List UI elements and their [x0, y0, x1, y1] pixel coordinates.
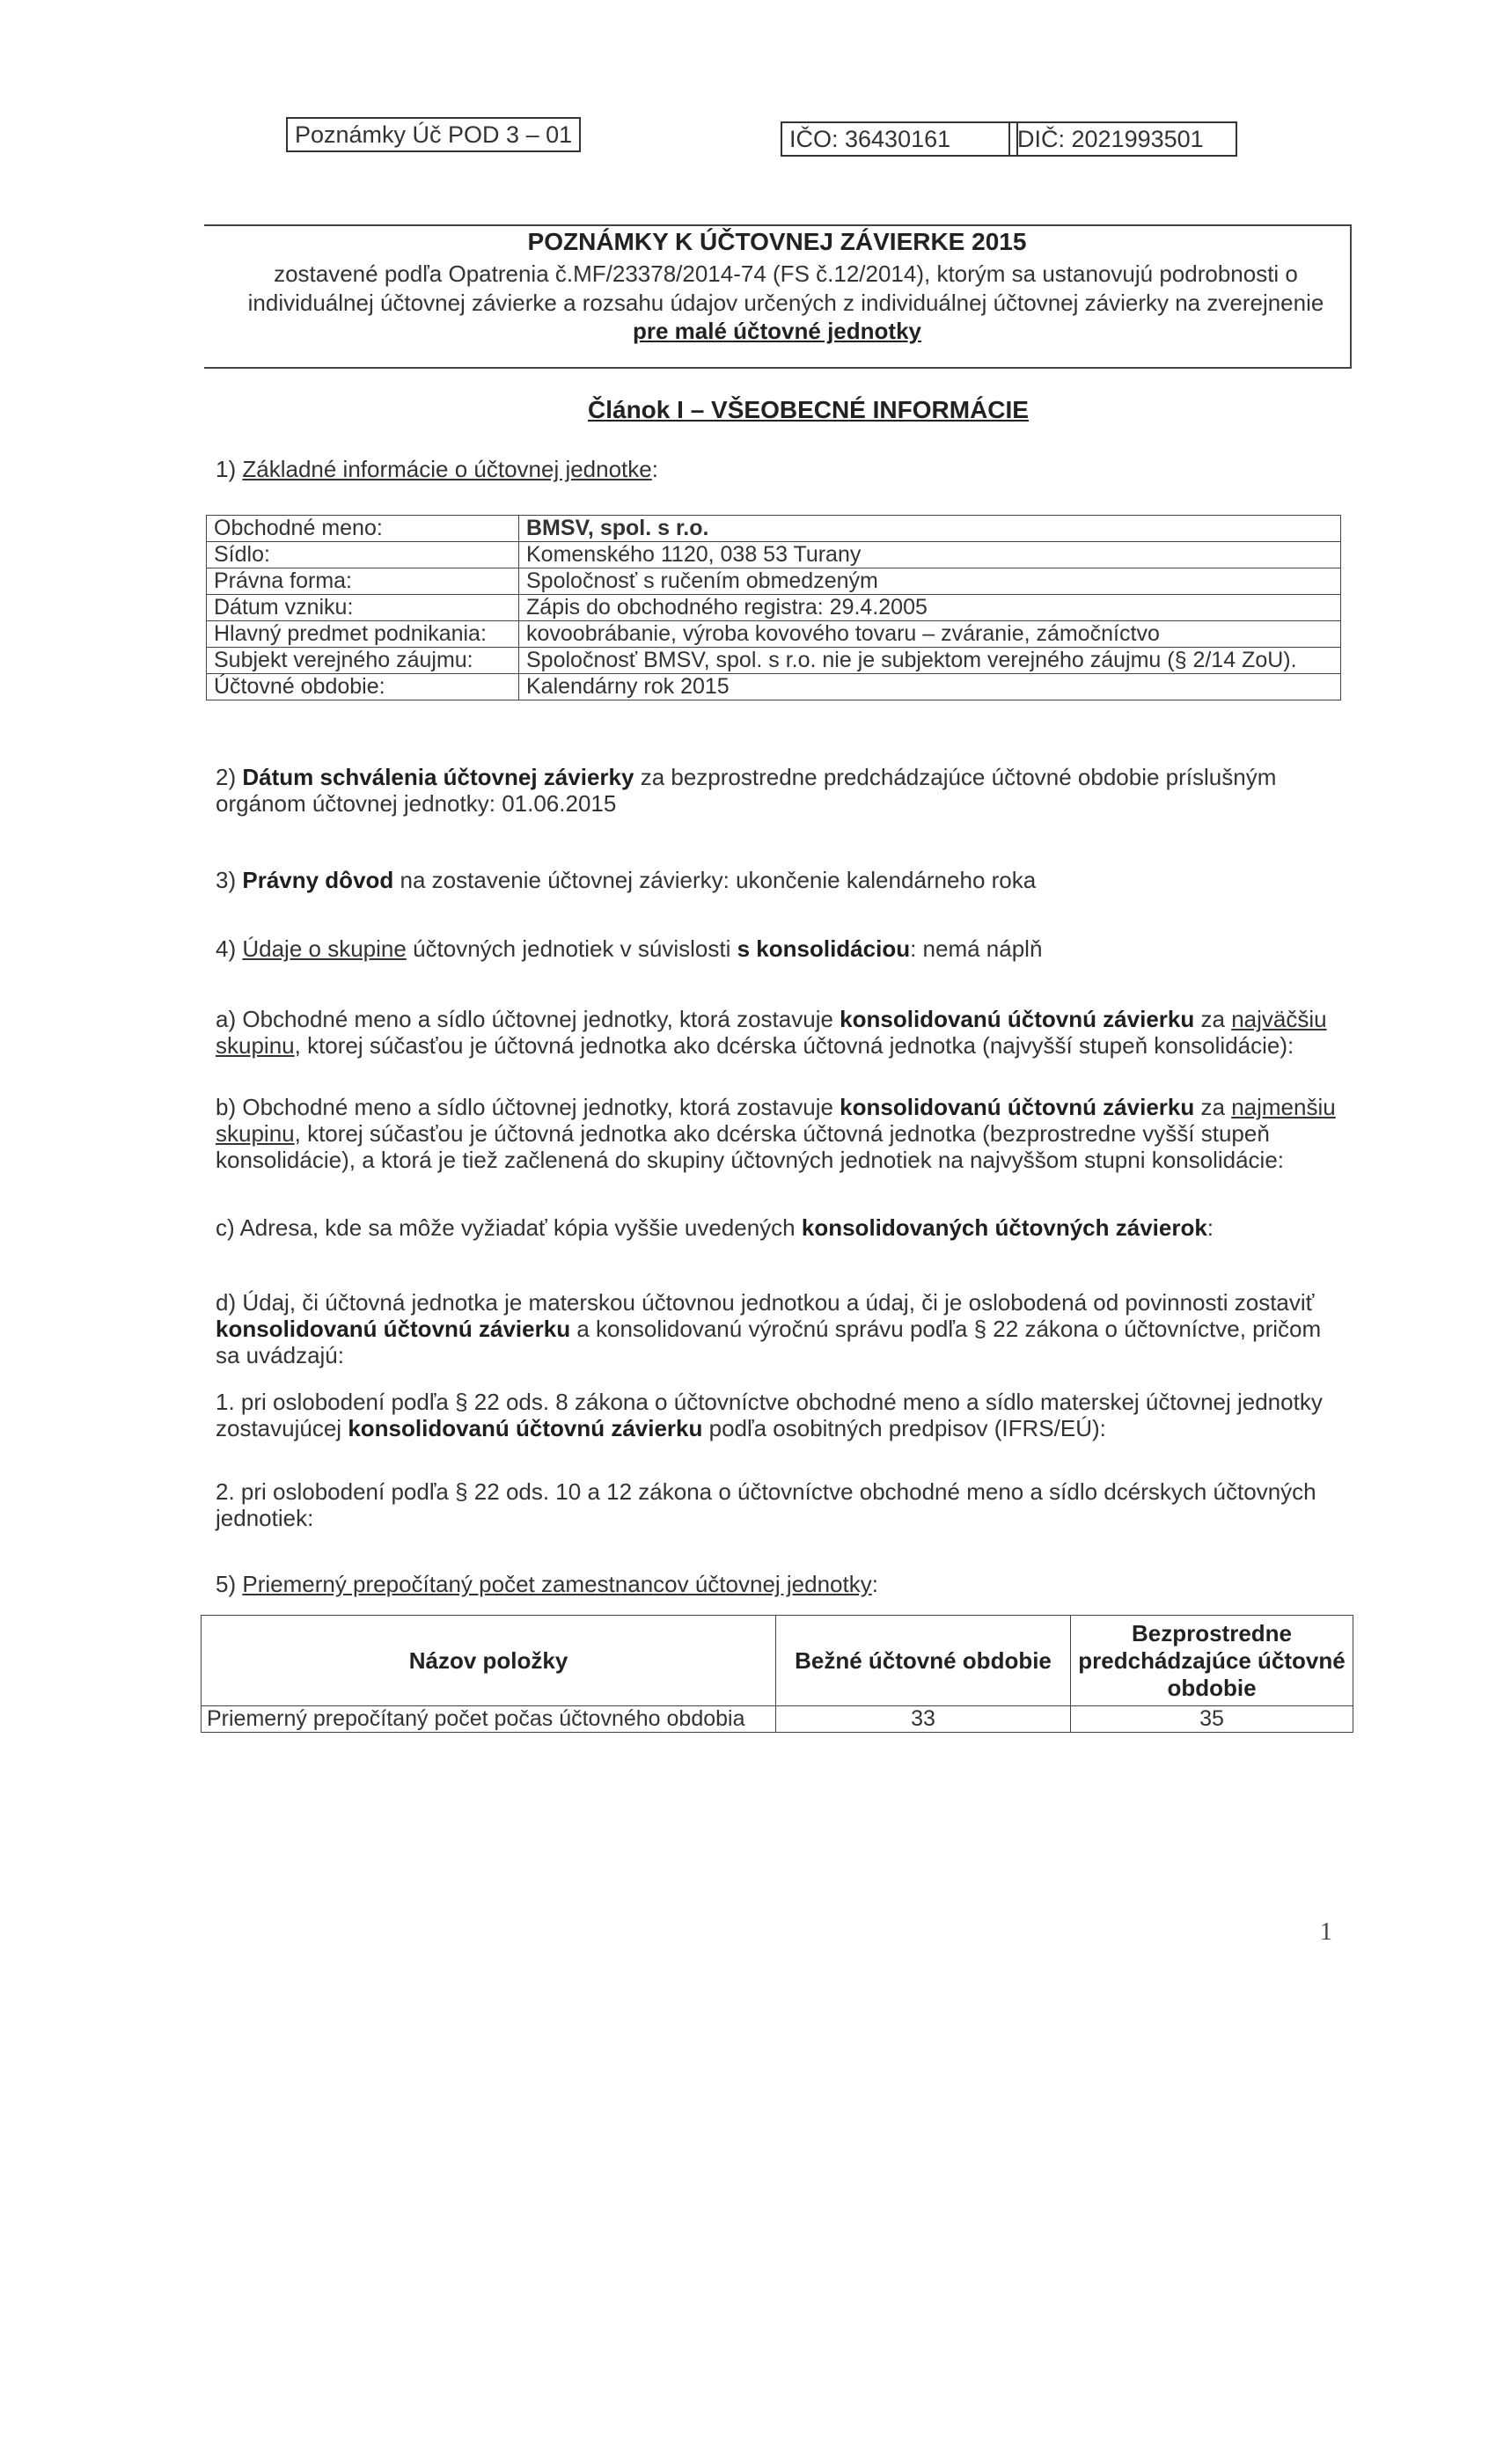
section1-label: Základné informácie o účtovnej jednotke [242, 456, 652, 482]
section2-text: za bezprostredne predchádzajúce účtovné obdobie príslušným orgánom účtovnej jednotky: 01.06.2015 [216, 764, 1277, 817]
table-header-row [202, 1616, 1353, 1706]
section4-a-mid: za [1200, 1006, 1225, 1032]
section5-heading [216, 1571, 1338, 1597]
info-label: Dátum vzniku: [207, 595, 519, 621]
info-label: Hlavný predmet podnikania: [207, 621, 519, 648]
section1-heading [216, 456, 1338, 482]
dic-box [1008, 121, 1237, 157]
section4-b-post: , ktorej súčasťou je účtovná jednotka ako dcérska účtovná jednotka (bezprostredne vyšší stupeň konsolidácie), a ktorá je tiež začlenená do skupiny účtovných jednotiek na najvyššom stupni konsolidácie: [216, 1120, 1285, 1173]
info-label: Subjekt verejného záujmu: [207, 648, 519, 674]
section5-label: Priemerný prepočítaný počet zamestnancov účtovnej jednotky [242, 1571, 872, 1597]
section4-underlined: Údaje o skupine [242, 935, 407, 962]
section4-c [216, 1214, 1338, 1241]
title-box [204, 224, 1352, 369]
employees-table [201, 1615, 1353, 1733]
section4-number: 4) [216, 935, 237, 962]
ico-value: IČO: 36430161 [789, 126, 951, 152]
dic-value: DIČ: 2021993501 [1017, 126, 1204, 152]
ico-box [781, 121, 1018, 157]
info-value: Zápis do obchodného registra: 29.4.2005 [519, 595, 1341, 621]
doc-code: Poznámky Úč POD 3 – 01 [295, 121, 573, 148]
table-row [207, 648, 1341, 674]
section4-d1 [216, 1389, 1338, 1441]
info-value: Komenského 1120, 038 53 Turany [519, 542, 1341, 568]
table-cell: 33 [776, 1706, 1071, 1733]
section5-number: 5) [216, 1571, 237, 1597]
section4-a-underlined: najväčšiu skupinu [216, 1006, 1327, 1059]
document-subtitle: zostavené podľa Opatrenia č.MF/23378/2014-74 (FS č.12/2014), ktorým sa ustanovujú podrobnosti o individuálnej účtovnej závierke a rozsahu údajov určených z individuálnej účtovnej závierky na zverejnenie [247, 260, 1324, 316]
section4-d2 [216, 1478, 1338, 1531]
page-number: 1 [1320, 1918, 1332, 1946]
table-row [202, 1706, 1353, 1733]
section3-number: 3) [216, 867, 237, 893]
section5-suffix: : [871, 1571, 878, 1597]
document-target: pre malé účtovné jednotky [633, 318, 921, 344]
section2-bold: Dátum schválenia účtovnej závierky [242, 764, 634, 790]
section4-b-underlined: najmenšiu skupinu [216, 1094, 1336, 1147]
table-cell: Priemerný prepočítaný počet počas účtovného obdobia [202, 1706, 776, 1733]
section4-d-post: a konsolidovanú výročnú správu podľa § 22 zákona o účtovníctve, pričom sa uvádzajú: [216, 1316, 1322, 1368]
info-label: Obchodné meno: [207, 516, 519, 542]
section4-d2-text: 2. pri oslobodení podľa § 22 ods. 10 a 12 zákona o účtovníctve obchodné meno a sídlo dcérskych účtovných jednotiek: [216, 1478, 1316, 1531]
section4-b-pre: b) Obchodné meno a sídlo účtovnej jednotky, ktorá zostavuje [216, 1094, 833, 1120]
section4-d-pre: d) Údaj, či účtovná jednotka je materskou účtovnou jednotkou a údaj, či je oslobodená od povinnosti zostaviť [216, 1289, 1315, 1316]
table-row [207, 595, 1341, 621]
column-header: Bežné účtovné obdobie [776, 1616, 1071, 1706]
section4-d1-pre: 1. pri oslobodení podľa § 22 ods. 8 zákona o účtovníctve obchodné meno a sídlo materskej účtovnej jednotky zostavujúcej [216, 1389, 1323, 1441]
table-cell: 35 [1071, 1706, 1353, 1733]
section4-bold: s konsolidáciou [737, 935, 911, 962]
company-info-table [206, 515, 1341, 700]
section2-paragraph [216, 764, 1338, 817]
document-title: POZNÁMKY K ÚČTOVNEJ ZÁVIERKE 2015 [527, 228, 1027, 255]
info-value: Spoločnosť s ručením obmedzeným [519, 568, 1341, 595]
section4-d1-bold: konsolidovanú účtovnú závierku [348, 1415, 703, 1441]
info-value: Spoločnosť BMSV, spol. s r.o. nie je subjektom verejného záujmu (§ 2/14 ZoU). [519, 648, 1341, 674]
section4-c-pre: c) Adresa, kde sa môže vyžiadať kópia vyššie uvedených [216, 1214, 796, 1241]
section1-suffix: : [651, 456, 658, 482]
info-label: Právna forma: [207, 568, 519, 595]
section1-number: 1) [216, 456, 237, 482]
section4-d [216, 1289, 1338, 1368]
section4-paragraph [216, 935, 1338, 962]
section4-d1-post: podľa osobitných predpisov (IFRS/EÚ): [708, 1415, 1106, 1441]
section3-text: na zostavenie účtovnej závierky: ukončenie kalendárneho roka [400, 867, 1037, 893]
doc-code-box [286, 117, 581, 152]
table-row [207, 542, 1341, 568]
section4-a-pre: a) Obchodné meno a sídlo účtovnej jednotky, ktorá zostavuje [216, 1006, 833, 1032]
article-heading: Článok I – VŠEOBECNÉ INFORMÁCIE [588, 396, 1029, 423]
info-label: Účtovné obdobie: [207, 674, 519, 700]
section4-a-bold: konsolidovanú účtovnú závierku [840, 1006, 1195, 1032]
section4-a [216, 1006, 1338, 1059]
section2-number: 2) [216, 764, 237, 790]
info-label: Sídlo: [207, 542, 519, 568]
info-value: kovoobrábanie, výroba kovového tovaru – zváranie, zámočníctvo [519, 621, 1341, 648]
table-row [207, 621, 1341, 648]
info-value: Kalendárny rok 2015 [519, 674, 1341, 700]
section4-text-mid: účtovných jednotiek v súvislosti [413, 935, 731, 962]
section4-text-end: : nemá náplň [910, 935, 1043, 962]
table-row [207, 516, 1341, 542]
column-header: Bezprostredne predchádzajúce účtovné obdobie [1071, 1616, 1353, 1706]
section4-c-post: : [1206, 1214, 1214, 1241]
section3-bold: Právny dôvod [242, 867, 394, 893]
info-value: BMSV, spol. s r.o. [519, 516, 1341, 542]
table-row [207, 568, 1341, 595]
section4-d-bold: konsolidovanú účtovnú závierku [216, 1316, 571, 1342]
table-row [207, 674, 1341, 700]
section4-a-post: , ktorej súčasťou je účtovná jednotka ako dcérska účtovná jednotka (najvyšší stupeň konsolidácie): [294, 1032, 1294, 1059]
section3-paragraph [216, 867, 1338, 893]
section4-c-bold: konsolidovaných účtovných závierok [801, 1214, 1207, 1241]
section4-b [216, 1094, 1338, 1173]
section4-b-bold: konsolidovanú účtovnú závierku [840, 1094, 1195, 1120]
section4-b-mid: za [1200, 1094, 1225, 1120]
column-header: Názov položky [202, 1616, 776, 1706]
